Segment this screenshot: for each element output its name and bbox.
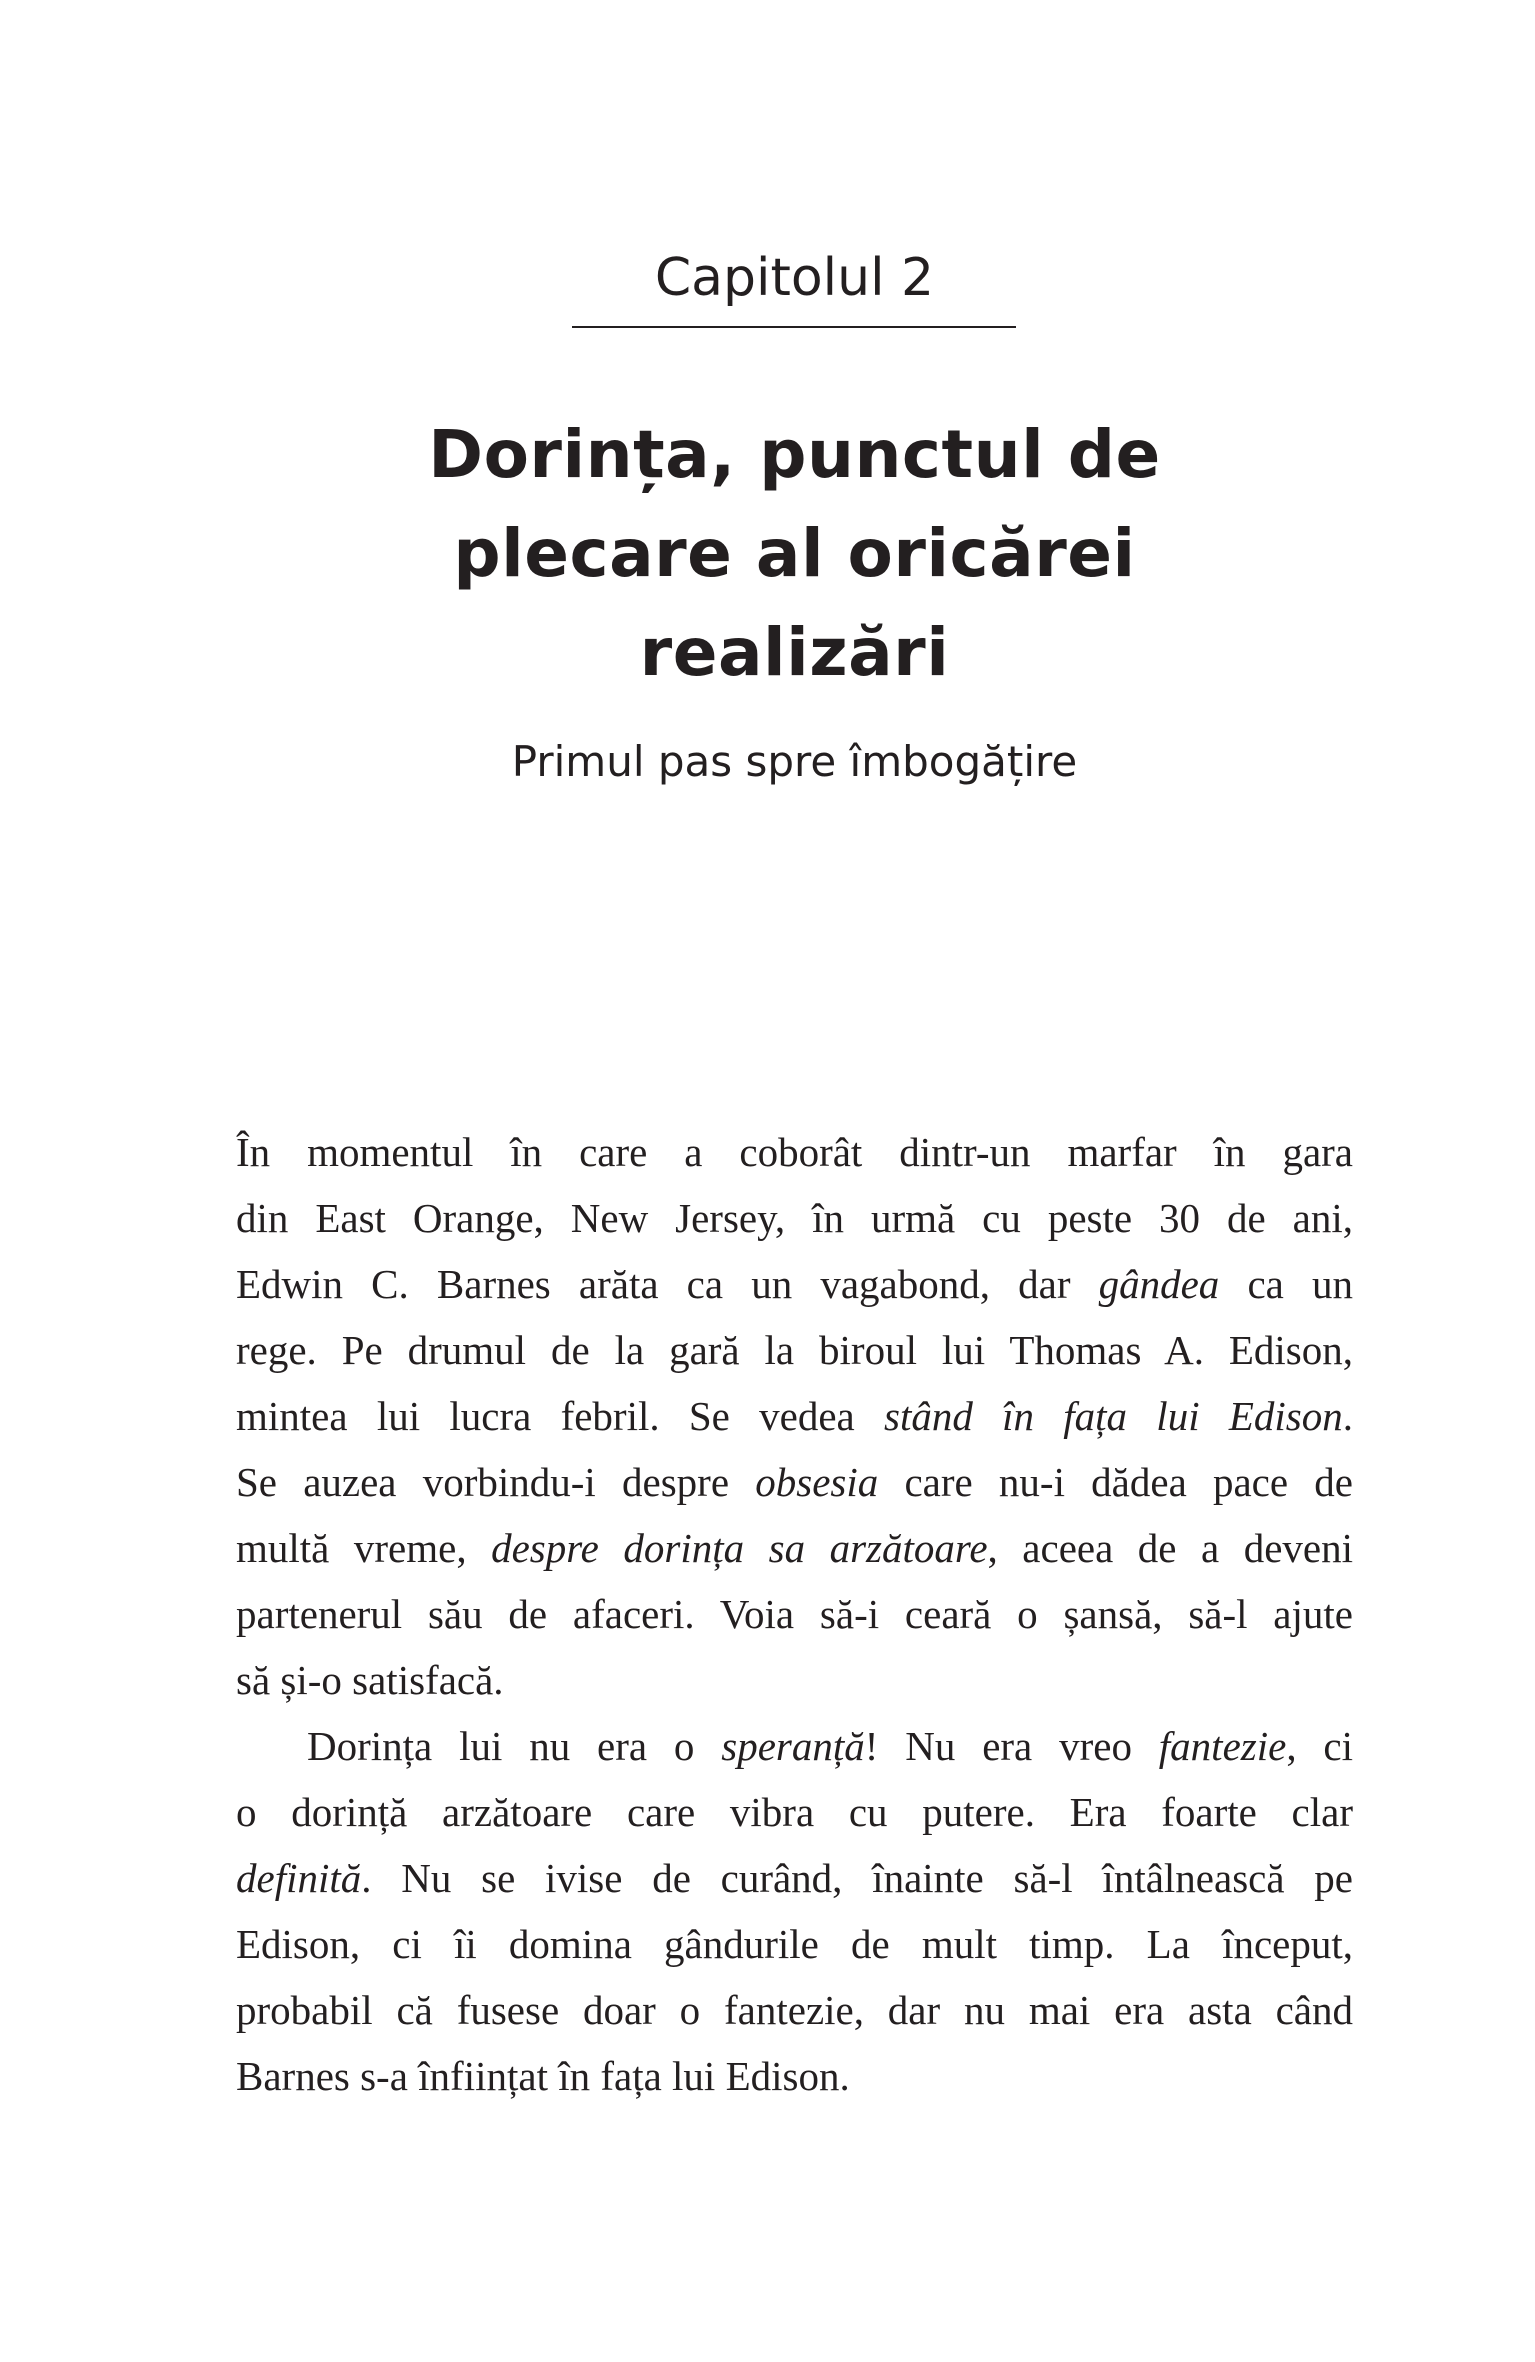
text-run: În momentul în care a coborât dintr-un marfar în gara: [236, 1129, 1353, 1175]
text-line: [236, 1317, 1353, 1383]
text-run: Se auzea vorbindu-i despre: [236, 1459, 756, 1505]
paragraph: [236, 1119, 1353, 1713]
text-run: Barnes s-a înființat în fața lui Edison.: [236, 2053, 850, 2099]
text-line: [236, 1251, 1353, 1317]
italic-text: fantezie: [1158, 1723, 1287, 1769]
text-run: din East Orange, New Jersey, în urmă cu peste 30 de ani,: [236, 1195, 1353, 1241]
text-run: , aceea de a deveni: [987, 1525, 1354, 1571]
italic-text: speranță: [721, 1723, 865, 1769]
text-run: partenerul său de afaceri. Voia să-i ceară o șansă, să-l ajute: [236, 1591, 1353, 1637]
text-run: mintea lui lucra febril. Se vedea: [236, 1393, 884, 1439]
text-line: [236, 1779, 1353, 1845]
text-line: [236, 1581, 1353, 1647]
text-run: multă vreme,: [236, 1525, 492, 1571]
text-run: .: [1342, 1393, 1353, 1439]
text-run: Edwin C. Barnes arăta ca un vagabond, dar: [236, 1261, 1099, 1307]
text-line: [236, 1449, 1353, 1515]
chapter-title-line: realizări: [639, 614, 950, 691]
text-run: o dorință arzătoare care vibra cu putere. Era foarte clar: [236, 1789, 1353, 1835]
italic-text: gândea: [1098, 1261, 1220, 1307]
text-line: [236, 1515, 1353, 1581]
text-run: Edison, ci îi domina gândurile de mult timp. La început,: [236, 1921, 1353, 1967]
text-run: . Nu se ivise de curând, înainte să-l întâlnească pe: [361, 1855, 1353, 1901]
italic-text: despre dorința sa arzătoare: [491, 1525, 988, 1571]
text-run: care nu-i dădea pace de: [878, 1459, 1353, 1505]
text-run: să și-o satisfacă.: [236, 1657, 504, 1703]
text-line: [236, 1185, 1353, 1251]
text-line: [236, 1911, 1353, 1977]
text-run: ca un: [1219, 1261, 1353, 1307]
chapter-title-line: plecare al oricărei: [453, 515, 1136, 592]
body-text: [236, 1119, 1353, 2109]
paragraph: [236, 1713, 1353, 2109]
chapter-label: Capitolul 2: [654, 248, 935, 308]
chapter-divider: [572, 326, 1016, 328]
chapter-subtitle: Primul pas spre îmbogățire: [511, 737, 1078, 786]
italic-text: stând în fața lui Edison: [884, 1393, 1343, 1439]
italic-text: obsesia: [755, 1459, 879, 1505]
text-line: [236, 2043, 1353, 2109]
text-line: [236, 1845, 1353, 1911]
chapter-title-line: Dorința, punctul de: [428, 416, 1161, 493]
text-line: [236, 1383, 1353, 1449]
text-run: rege. Pe drumul de la gară la biroul lui Thomas A. Edison,: [236, 1327, 1353, 1373]
italic-text: definită: [236, 1855, 362, 1901]
text-line: [236, 1977, 1353, 2043]
chapter-title: [236, 405, 1353, 702]
text-line: [236, 1713, 1353, 1779]
text-run: ! Nu era vreo: [864, 1723, 1159, 1769]
text-run: probabil că fusese doar o fantezie, dar nu mai era asta când: [236, 1987, 1353, 2033]
text-line: [236, 1119, 1353, 1185]
text-run: , ci: [1286, 1723, 1353, 1769]
text-line: [236, 1647, 1353, 1713]
text-run: Dorința lui nu era o: [307, 1723, 722, 1769]
